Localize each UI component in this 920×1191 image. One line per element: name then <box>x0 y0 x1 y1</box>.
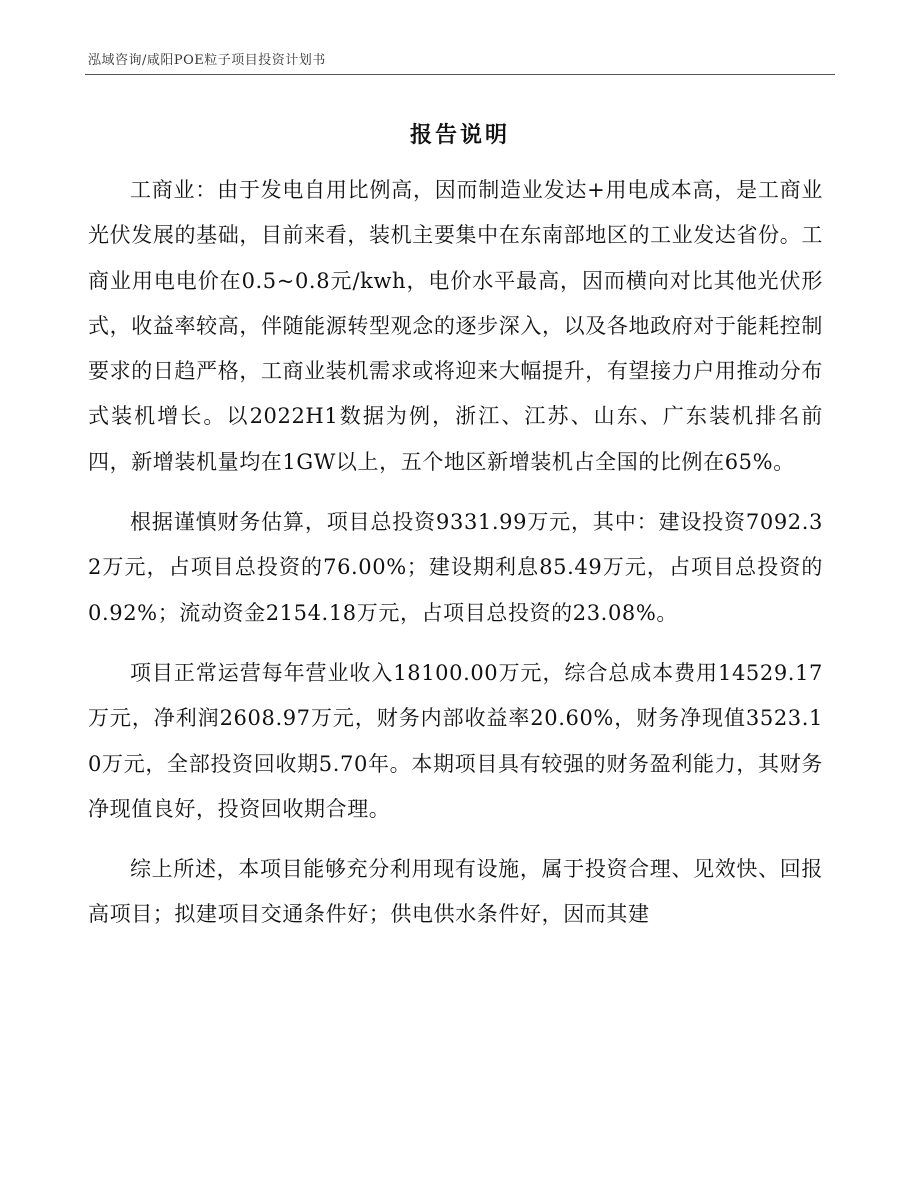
paragraph-pv-market: 工商业：由于发电自用比例高，因而制造业发达+用电成本高，是工商业光伏发展的基础，目前来看，装机主要集中在东南部地区的工业发达省份。工商业用电电价在0.5~0.8元/kwh，电价水平最高，因而横向对比其他光伏形式，收益率较高，伴随能源转型观念的逐步深入，以及各地政府对于能耗控制要求的日趋严格，工商业装机需求或将迎来大幅提升，有望接力户用推动分布式装机增长。以2022H1数据为例，浙江、江苏、山东、广东装机排名前四，新增装机量均在1GW以上，五个地区新增装机占全国的比例在65%。 <box>88 178 823 474</box>
header-divider <box>85 74 835 75</box>
document-body <box>88 168 823 953</box>
paragraph-summary: 综上所述，本项目能够充分利用现有设施，属于投资合理、见效快、回报高项目；拟建项目交通条件好；供电供水条件好，因而其建 <box>88 857 823 927</box>
paragraph-revenue: 项目正常运营每年营业收入18100.00万元，综合总成本费用14529.17万元，净利润2608.97万元，财务内部收益率20.60%，财务净现值3523.10万元，全部投资回收期5.70年。本期项目具有较强的财务盈利能力，其财务净现值良好，投资回收期合理。 <box>88 660 823 821</box>
document-title: 报告说明 <box>409 122 510 148</box>
paragraph-investment: 根据谨慎财务估算，项目总投资9331.99万元，其中：建设投资7092.32万元，占项目总投资的76.00%；建设期利息85.49万元，占项目总投资的0.92%；流动资金2154.18万元，占项目总投资的23.08%。 <box>88 510 823 625</box>
running-header: 泓域咨询/咸阳POE粒子项目投资计划书 <box>88 53 326 68</box>
